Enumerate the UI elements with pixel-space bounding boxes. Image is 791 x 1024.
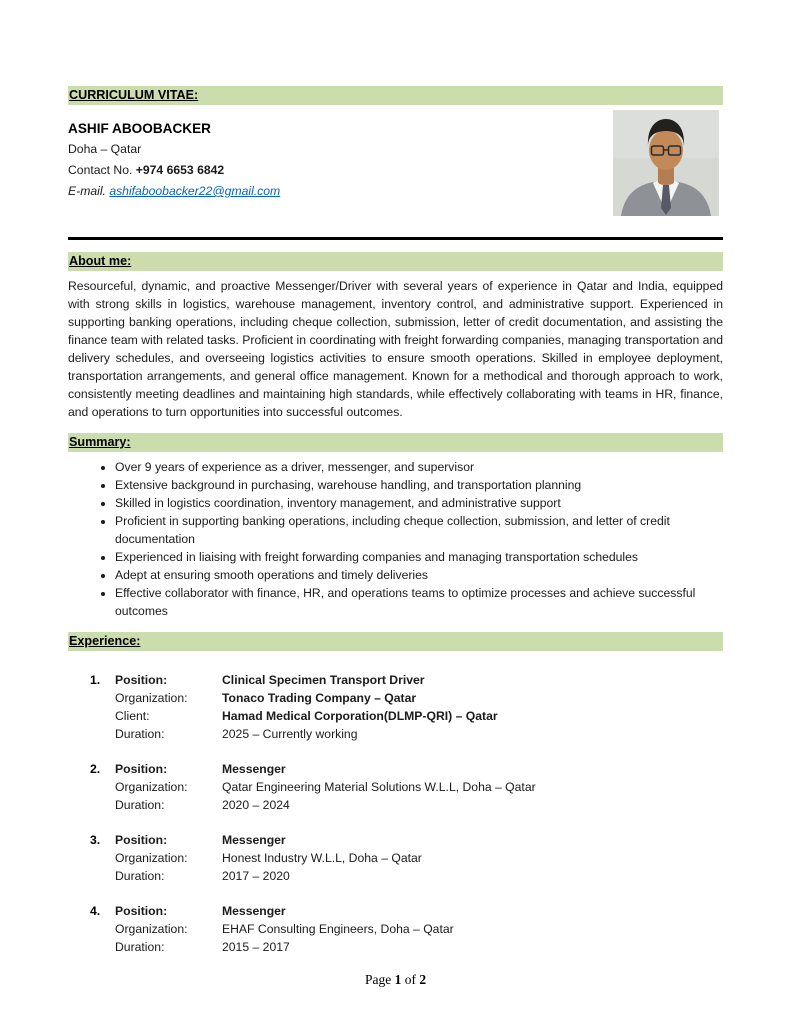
experience-row-label: Position: <box>115 673 168 687</box>
experience-row <box>115 849 723 867</box>
footer-of-label: of <box>401 972 420 987</box>
section-bar-title <box>68 86 723 105</box>
summary-item <box>115 584 723 620</box>
cv-content <box>68 0 723 973</box>
experience-row-value: 2017 – 2020 <box>222 869 290 883</box>
experience-row-value: Hamad Medical Corporation(DLMP-QRI) – Qatar <box>222 709 498 723</box>
footer-total-pages: 2 <box>419 972 427 987</box>
summary-heading: Summary: <box>69 435 131 449</box>
experience-row <box>115 725 723 743</box>
experience-entry <box>68 671 723 743</box>
experience-row-label: Client: <box>115 709 150 723</box>
experience-entry <box>68 902 723 956</box>
experience-row-value: 2025 – Currently working <box>222 727 358 741</box>
cv-title: CURRICULUM VITAE: <box>69 88 199 102</box>
experience-row-label: Organization: <box>115 922 188 936</box>
experience-row-value: Qatar Engineering Material Solutions W.L.L, Doha – Qatar <box>222 780 536 794</box>
experience-row <box>115 920 723 938</box>
entry-number: 2. <box>90 762 101 776</box>
entry-rows <box>115 831 723 885</box>
entry-number: 3. <box>90 833 101 847</box>
summary-item <box>115 458 723 476</box>
contact-label: Contact No. <box>68 163 136 177</box>
entry-number: 4. <box>90 904 101 918</box>
email-link[interactable]: ashifaboobacker22@gmail.com <box>109 184 281 198</box>
email-label: E-mail. <box>68 184 110 198</box>
experience-row-label: Organization: <box>115 691 188 705</box>
person-name: ASHIF ABOOBACKER <box>68 121 211 136</box>
experience-row-label: Duration: <box>115 727 165 741</box>
experience-row-value: Messenger <box>222 904 286 918</box>
summary-item-text: Experienced in liaising with freight forwarding companies and managing transportation schedules <box>115 550 639 564</box>
experience-row <box>115 689 723 707</box>
summary-item <box>115 566 723 584</box>
experience-row <box>115 778 723 796</box>
experience-row <box>115 707 723 725</box>
about-heading: About me: <box>69 254 132 268</box>
experience-heading: Experience: <box>69 634 141 648</box>
experience-row <box>115 760 723 778</box>
personal-info-section <box>68 105 723 237</box>
entry-rows <box>115 760 723 814</box>
summary-item <box>115 512 723 548</box>
entry-rows <box>115 671 723 743</box>
about-text: Resourceful, dynamic, and proactive Messenger/Driver with several years of experience in Qatar and India, equipped with strong skills in logistics, warehouse management, inventory control, and administrative support. Experienced in supporting banking operations, including cheque collection, submission, letter of credit documentation, and assisting the finance team with related tasks. Proficient in coordinating with freight forwarding companies, managing transportation and delivery schedules, and overseeing logistics activities to ensure smooth operations. Skilled in employee deployment, transportation arrangements, and general office management. Known for a methodical and thorough approach to work, consistently meeting deadlines and maintaining high standards, while effectively collaborating with teams in HR, finance, and operations to turn opportunities into successful outcomes. <box>68 279 723 419</box>
section-bar-experience <box>68 632 723 651</box>
experience-row <box>115 902 723 920</box>
experience-row-label: Duration: <box>115 798 165 812</box>
experience-row <box>115 831 723 849</box>
experience-row-value: 2020 – 2024 <box>222 798 290 812</box>
section-bar-about <box>68 252 723 271</box>
summary-item <box>115 548 723 566</box>
experience-row-label: Position: <box>115 833 168 847</box>
profile-photo <box>613 110 719 216</box>
experience-row-value: Messenger <box>222 762 286 776</box>
summary-item <box>115 494 723 512</box>
experience-row-value: Clinical Specimen Transport Driver <box>222 673 425 687</box>
experience-row-label: Organization: <box>115 780 188 794</box>
experience-row-label: Organization: <box>115 851 188 865</box>
experience-row-value: 2015 – 2017 <box>222 940 290 954</box>
footer-page-number: 1 <box>394 972 402 987</box>
experience-row <box>115 796 723 814</box>
experience-row-value: Messenger <box>222 833 286 847</box>
experience-row-value: Honest Industry W.L.L, Doha – Qatar <box>222 851 422 865</box>
experience-row-label: Duration: <box>115 869 165 883</box>
experience-entries <box>68 671 723 956</box>
summary-item-text: Extensive background in purchasing, warehouse handling, and transportation planning <box>115 478 582 492</box>
person-location: Doha – Qatar <box>68 142 142 156</box>
summary-item-text: Adept at ensuring smooth operations and timely deliveries <box>115 568 428 582</box>
experience-row-label: Position: <box>115 904 168 918</box>
page-footer <box>0 972 791 988</box>
footer-page-label: Page <box>364 972 395 987</box>
person-photo-illustration <box>613 110 719 216</box>
experience-row-label: Position: <box>115 762 168 776</box>
experience-entry <box>68 831 723 885</box>
experience-row <box>115 938 723 956</box>
experience-row-value: Tonaco Trading Company – Qatar <box>222 691 417 705</box>
summary-item-text: Effective collaborator with finance, HR, and operations teams to optimize processes and achieve successful outcomes <box>115 586 696 618</box>
contact-number: +974 6653 6842 <box>135 163 225 177</box>
entry-number: 1. <box>90 673 101 687</box>
summary-item-text: Proficient in supporting banking operations, including cheque collection, submission, and letter of credit documentation <box>115 514 670 546</box>
summary-item <box>115 476 723 494</box>
section-bar-summary <box>68 433 723 452</box>
experience-row <box>115 867 723 885</box>
summary-list <box>68 458 723 620</box>
summary-item-text: Skilled in logistics coordination, inventory management, and administrative support <box>115 496 561 510</box>
divider-line <box>68 237 723 240</box>
experience-entry <box>68 760 723 814</box>
experience-row-value: EHAF Consulting Engineers, Doha – Qatar <box>222 922 454 936</box>
experience-row-label: Duration: <box>115 940 165 954</box>
experience-row <box>115 671 723 689</box>
entry-rows <box>115 902 723 956</box>
summary-item-text: Over 9 years of experience as a driver, messenger, and supervisor <box>115 460 475 474</box>
